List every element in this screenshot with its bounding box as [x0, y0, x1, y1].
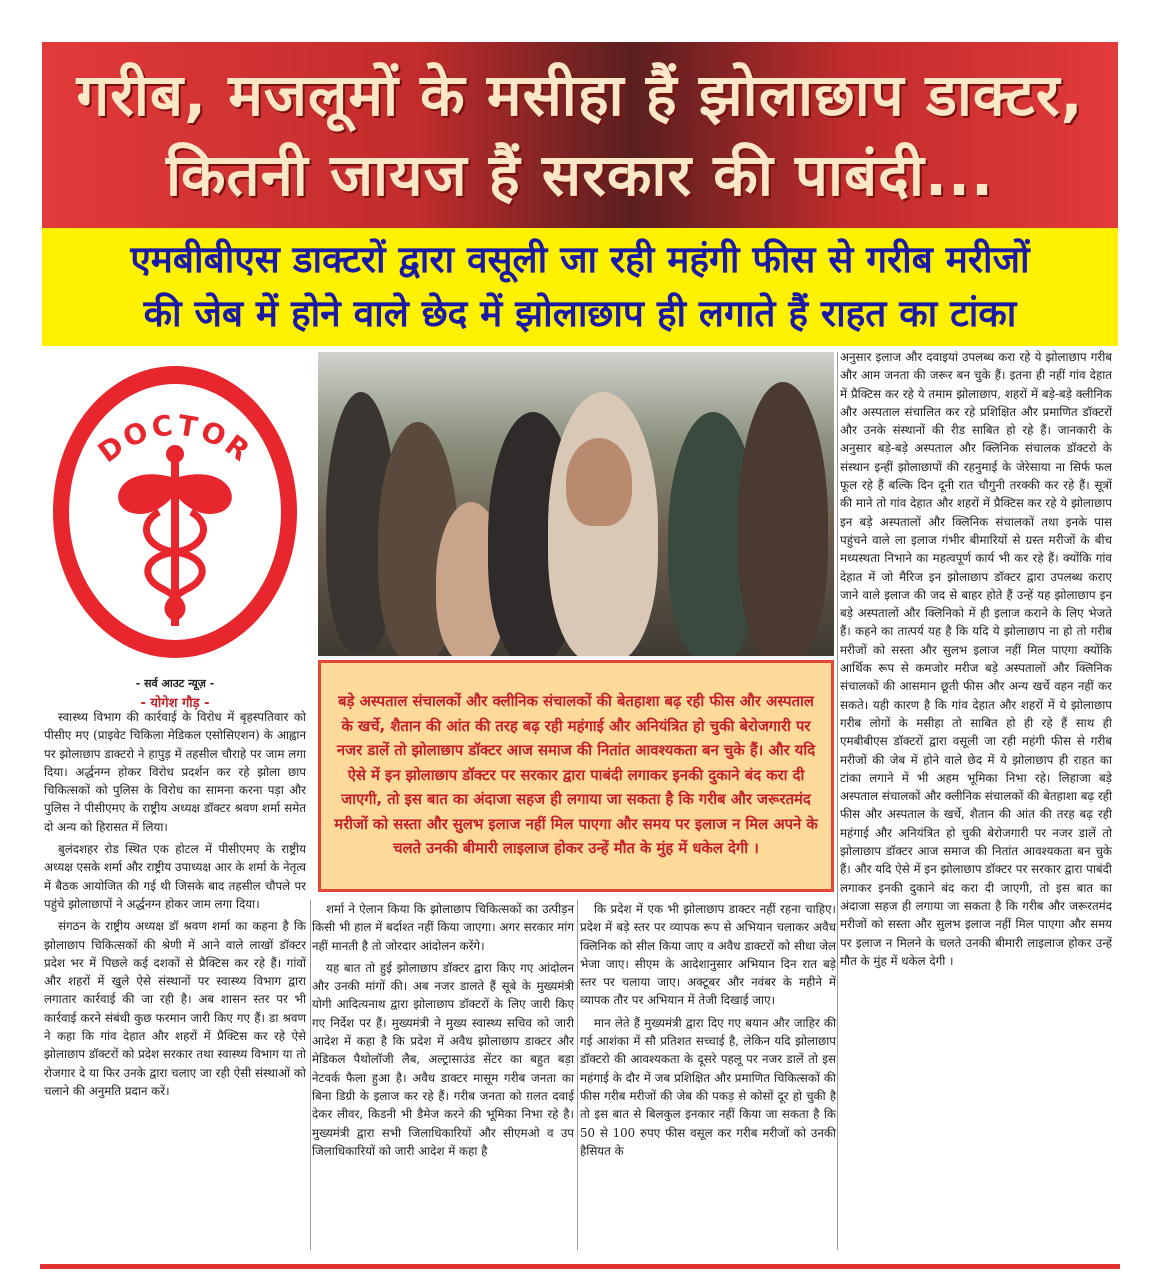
pull-quote-box	[318, 660, 834, 892]
paragraph: स्वास्थ्य विभाग की कार्रवाई के विरोध में बृहस्पतिवार को पीसीए मए (प्राइवेट चिकिला मेडिकल एसोसिएशन) के आह्वान पर झोलाछाप डाक्टरो ने हापुड़ में तहसील चौराहे पर जाम लगा दिया। अर्द्धनग्न होकर विरोध प्रदर्शन कर रहे झोला छाप चिकित्सकों को पुलिस के विरोध का सामना करना पड़ा और पुलिस ने पीसीएमए के राष्ट्रीय अध्यक्ष डॉक्टर श्रवण शर्मा समेत दो अन्य को हिरासत में लिया।	[44, 710, 306, 834]
subheadline-line-1: एमबीबीएस डाक्टरों द्वारा वसूली जा रही महंगी फीस से गरीब मरीजों	[130, 238, 1030, 281]
paragraph: अनुसार इलाज और दवाइयां उपलब्ध करा रहे ये झोलाछाप गरीब और आम जनता की जरूर बन चुके हैं। इतना ही नहीं गांव देहात में प्रैक्टिस कर रहे ये तमाम झोलाछाप, शहरों में बड़े-बड़े क्लीनिक और अस्पताल संचालित कर रहे प्रशिक्षित और प्रमाणित डॉक्टरों और उनके संस्थानों की रीड साबित हो रहे हैं। जानकारी के अनुसार बड़े-बड़े अस्पताल और क्लिनिक संचालक डॉक्टरो के संस्थान इन्हीं झोलाछापों की रहनुमाई के जेरेसाया ना सिर्फ फल फूल रहे हैं बल्कि दिन दूनी रात चौगुनी तरक्की कर रहे हैं। सूत्रों की माने तो गांव देहात और शहरों में प्रैक्टिस कर रहे ये झोलाछाप इन बड़े अस्पतालों और क्लिनिक संचालकों तथा इनके पास पहुंचने वाले ला इलाज गंभीर बीमारियों से ग्रस्त मरीजों के बीच मध्यस्थता निभाने का महत्वपूर्ण कार्य भी कर रहे हैं। क्योंकि गांव देहात में जो मैरिज इन झोलाछाप डॉक्टर द्वारा उपलब्ध कराए जाने वाले इलाज की जद से बाहर होते हैं उन्हें यह झोलाछाप इन बड़े अस्पतालों और क्लिनिको में ही इलाज कराने के लिए भेजते हैं। कहने का तात्पर्य यह है कि यदि ये झोलाछाप ना हो तो गरीब मरीजों को सस्ता और सुलभ इलाज नहीं मिल पाएगा क्योंकि आर्थिक रूप से कमजोर मरीज बड़े अस्पतालों और क्लिनिक संचालकों की आसमान छूती फीस और अन्य खर्चे वहन नहीं कर सकते। यही कारण है कि गांव देहात और शहरों में ये झोलाछाप गरीब लोगों के मसीहा तो साबित हो ही रहे हैं साथ ही एमबीबीएस डॉक्टरों द्वारा वसूली जा रही महंगी फीस से गरीब मरीजों की जेब में होने वाले छेद में ये झोलाछाप ही राहत का टांका लगाने में भी अहम भूमिका निभा रहे। लिहाजा बड़े अस्पताल संचालकों और क्लीनिक संचालकों की बेतहाशा बढ़ रही फीस और अस्पताल के खर्चे, शैतान की आंत की तरह बढ़ रही महंगाई और अनियंत्रित हो चुकी बेरोजगारी पर नजर डालें तो झोलाछाप डॉक्टर आज समाज की नितांत आवश्यकता बन चुके हैं। और यदि ऐसे में इन झोलाछाप डॉक्टर पर सरकार द्वारा पाबंदी लगाकर इनकी दुकाने बंद करा दी जाएगी, तो इस बात का अंदाजा सहज ही लगाया जा सकता है कि गरीब और जरूरतमंद मरीजों को सस्ता और सुलभ इलाज नहीं मिल पाएगा और समय पर इलाज न मिलने के चलते उनकी बीमारी लाइलाज होकर उन्हें मौत के मुंह में धकेल देगी ।	[840, 350, 1112, 968]
article-column-1	[44, 708, 306, 1104]
column-divider	[577, 900, 578, 1250]
paragraph: कि प्रदेश में एक भी झोलाछाप डाक्टर नहीं रहना चाहिए। प्रदेश में बड़े स्तर पर व्यापक रूप से अभियान चलाकर अवैध क्लिनिक को सील किया जाए व अवैध डाक्टरों को सीधा जेल भेजा जाए। सीएम के आदेशानुसार अभियान दिन रात बड़े स्तर पर चलाया जाए। अक्टूबर और नवंबर के महीने में व्यापक तौर पर अभियान में तेजी दिखाई जाए।	[580, 902, 836, 1008]
paragraph: संगठन के राष्ट्रीय अध्यक्ष डॉ श्रवण शर्मा का कहना है कि झोलाछाप चिकित्सकों की श्रेणी में आने वाले लाखों डॉक्टर प्रदेश भर में पिछले कई दशकों से प्रैक्टिस कर रहे हैं। गांवों और शहरों में खुले ऐसे संस्थानों पर स्वास्थ्य विभाग द्वारा लगातार कार्रवाई की जा रही है। अब शासन स्तर पर भी कार्रवाई करने संबंधी कुछ फरमान जारी किए गए हैं। डा श्रवण ने कहा कि गांव देहात और शहरों में प्रैक्टिस कर रहे ऐसे झोलाछाप डॉक्टरों को प्रदेश सरकार तथा स्वास्थ्य विभाग या तो रोजगार दे या फिर उनके द्वारा चलाए जा रही ऐसी संस्थाओं को चलाने की अनुमति प्रदान करें।	[44, 919, 306, 1098]
byline	[42, 676, 308, 711]
protest-photo	[318, 352, 834, 656]
pull-quote-text: बड़े अस्पताल संचालकों और क्लीनिक संचालकों की बेतहाशा बढ़ रही फीस और अस्पताल के खर्चे, शैतान की आंत की तरह बढ़ रही महंगाई और अनियंत्रित हो चुकी बेरोजगारी पर नजर डालें तो झोलाछाप डॉक्टर आज समाज की नितांत आवश्यकता बन चुके हैं। और यदि ऐसे में इन झोलाछाप डॉक्टर पर सरकार द्वारा पाबंदी लगाकर इनकी दुकाने बंद करा दी जाएगी, तो इस बात का अंदाजा सहज ही लगाया जा सकता है कि गरीब और जरूरतमंद मरीजों को सस्ता और सुलभ इलाज नहीं मिल पाएगा और समय पर इलाज न मिल अपने के चलते उनकी बीमारी लाइलाज होकर उन्हें मौत के मुंह में धकेल देगी ।	[334, 692, 818, 858]
caduceus-icon	[49, 362, 301, 662]
news-source: - सर्व आउट न्यूज़ -	[135, 677, 215, 690]
doctor-logo	[42, 352, 308, 672]
article-column-right	[840, 348, 1112, 974]
author-name: - योगेश गौड़ -	[140, 696, 210, 711]
subheadline-banner	[42, 228, 1118, 346]
paragraph: बुलंदशहर रोड स्थित एक होटल में पीसीएमए के राष्ट्रीय अध्यक्ष एसके शर्मा और राष्ट्रीय उपाध्यक्ष आर के शर्मा के नेतृत्व में बैठक आयोजित की गई थी जिसके बाद तहसील चौपले पर पहुंचे झोलाछापों ने अर्द्धनग्न होकर जाम लगा दिया।	[44, 842, 306, 911]
article-column-3	[580, 900, 836, 1164]
paragraph: शर्मा ने ऐलान किया कि झोलाछाप चिकित्सकों का उत्पीड़न किसी भी हाल में बर्दाश्त नहीं किया जाएगा। अगर सरकार मांग नहीं मानती है तो जोरदार आंदोलन करेंगे।	[312, 902, 574, 953]
column-divider	[310, 900, 311, 1250]
logo-text: DOCTOR	[91, 408, 259, 470]
headline-banner	[42, 42, 1118, 228]
article-column-2	[312, 900, 574, 1164]
subheadline-line-2: की जेब में होने वाले छेद में झोलाछाप ही लगाते हैं राहत का टांका	[143, 292, 1017, 335]
headline-line-2: कितनी जायज हैं सरकार की पाबंदी...	[165, 141, 995, 209]
footer-rule	[40, 1264, 1120, 1269]
paragraph: यह बात तो हुई झोलाछाप डॉक्टर द्वारा किए गए आंदोलन और उनकी मांगों की। अब नजर डालते हैं सूबे के मुख्यमंत्री योगी आदित्यनाथ द्वारा झोलाछाप डॉक्टरों के लिए जारी किए गए निर्देश पर हैं। मुख्यमंत्री ने मुख्य स्वास्थ्य सचिव को जारी आदेश में कहा है कि प्रदेश में अवैध झोलाछाप डाक्टर और मेडिकल पैथोलॉजी लैब, अल्ट्रासाउंड सेंटर का बहुत बड़ा नेटवर्क फैला हुआ है। अवैध डाक्टर मासूम गरीब जनता का बिना डिग्री के इलाज कर रहे हैं। गरीब जनता को ग़लत दवाई देकर लीवर, किडनी भी डैमेज करने की भूमिका निभा रहे है। मुख्यमंत्री द्वारा सभी जिलाधिकारियों और सीएमओ व उप जिलाधिकारियों को जारी आदेश में कहा है	[312, 960, 574, 1158]
column-divider	[837, 352, 838, 1250]
paragraph: मान लेते हैं मुख्यमंत्री द्वारा दिए गए बयान और जाहिर की गई आशंका में सौ प्रतिशत सच्चाई है, लेकिन यदि झोलाछाप डॉक्टरो की आवश्यकता के दूसरे पहलू पर नजर डालें तो इस महंगाई के दौर में जब प्रशिक्षित और प्रमाणित चिकित्सकों की फीस गरीब मरीजों की जेब की पकड़ से कोसों दूर हो चुकी है तो इस बात से बिलकुल इनकार नहीं किया जा सकता है कि 50 से 100 रुपए फीस वसूल कर गरीब मरीजों को उनकी हैसियत के	[580, 1015, 836, 1158]
headline-line-1: गरीब, मजलूमों के मसीहा हैं झोलाछाप डाक्टर,	[76, 61, 1084, 129]
